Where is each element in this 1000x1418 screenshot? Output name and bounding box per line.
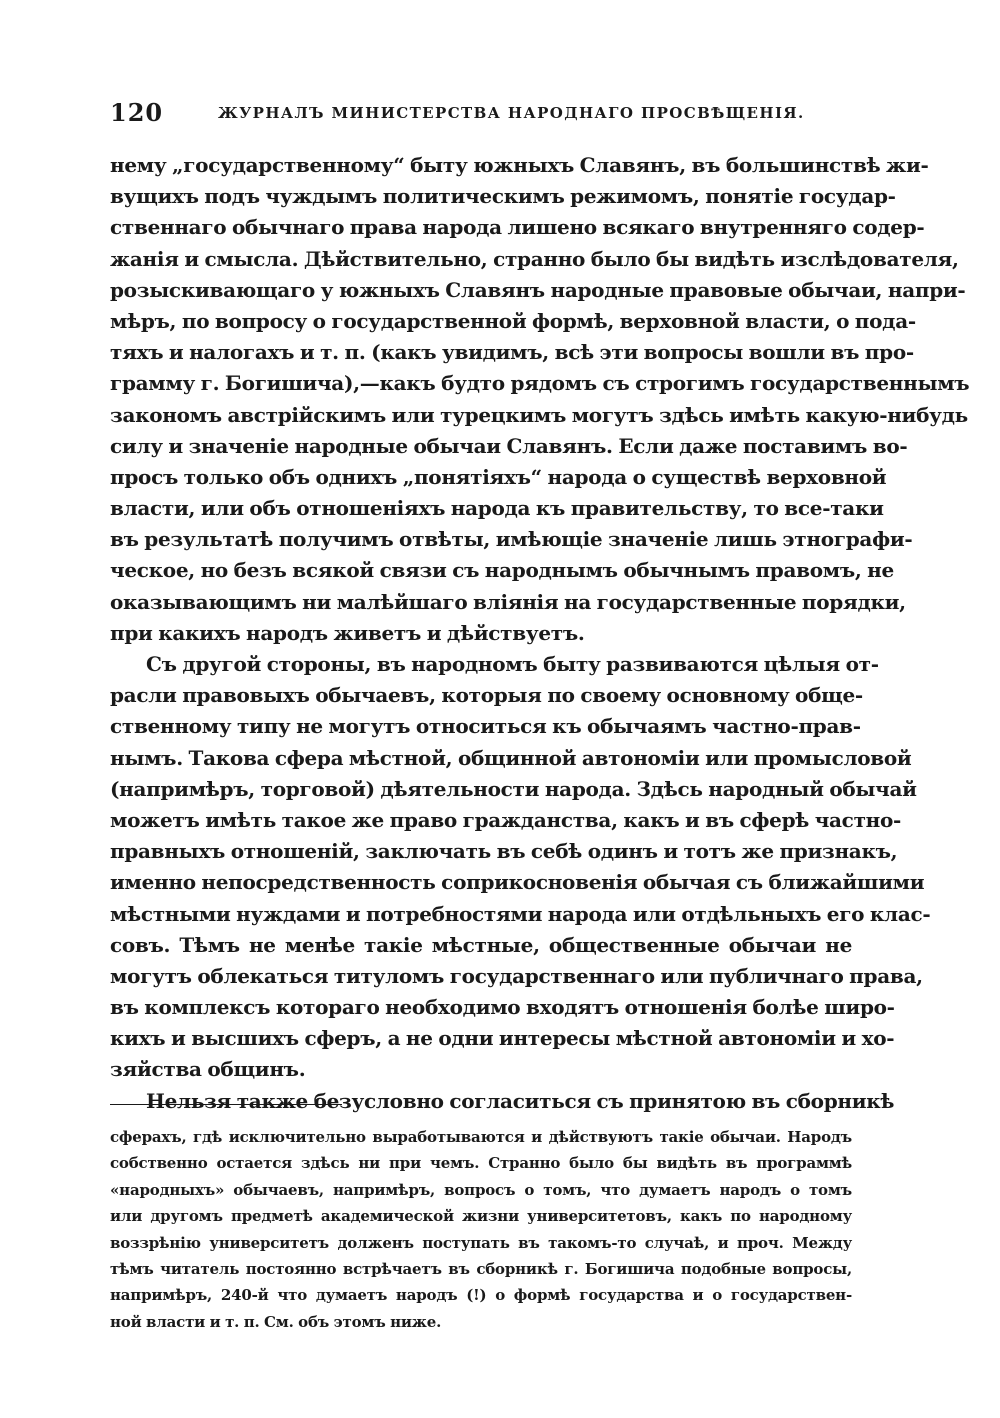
footnote-line: напримѣръ, 240-й что думаетъ народъ (!) о формѣ государства и о государствен- xyxy=(110,1286,852,1305)
footnote-line: воззрѣнію университетъ долженъ поступать въ такомъ-то случаѣ, и проч. Между xyxy=(110,1233,852,1252)
text-line: (напримѣръ, торговой) дѣятельности народа. Здѣсь народный обычай xyxy=(110,776,917,801)
page-number: 120 xyxy=(110,98,164,127)
text-line: тяхъ и налогахъ и т. п. (какъ увидимъ, всѣ эти вопросы вошли въ про- xyxy=(110,340,914,365)
footnote-line: тѣмъ читатель постоянно встрѣчаетъ въ сборникѣ г. Богишича подобные вопросы, xyxy=(110,1259,852,1278)
text-line: можетъ имѣть такое же право гражданства, какъ и въ сферѣ частно- xyxy=(110,807,902,832)
text-line: грамму г. Богишича),—какъ будто рядомъ съ строгимъ государственнымъ xyxy=(110,371,970,396)
text-line: правныхъ отношеній, заключать въ себѣ одинъ и тотъ же признакъ, xyxy=(110,839,898,864)
text-line: при какихъ народъ живетъ и дѣйствуетъ. xyxy=(110,620,585,645)
running-title: ЖУРНАЛЪ МИНИСТЕРСТВА НАРОДНАГО ПРОСВѢЩЕНІЯ. xyxy=(218,104,805,122)
text-line: въ комплексъ котораго необходимо входятъ отношенія болѣе широ- xyxy=(110,995,895,1020)
text-line: могутъ облекаться титуломъ государственнаго или публичнаго права, xyxy=(110,963,923,988)
text-line: расли правовыхъ обычаевъ, которыя по своему основному обще- xyxy=(110,683,863,708)
text-line: оказывающимъ ни малѣйшаго вліянія на государственные порядки, xyxy=(110,589,906,614)
text-line: закономъ австрійскимъ или турецкимъ могутъ здѣсь имѣть какую-нибудь xyxy=(110,402,968,427)
footnote xyxy=(110,1124,852,1335)
text-line: нему „государственному“ быту южныхъ Славянъ, въ большинствѣ жи- xyxy=(110,153,929,177)
text-line: власти, или объ отношеніяхъ народа къ правительству, то все-таки xyxy=(110,496,884,521)
text-line: жанія и смысла. Дѣйствительно, странно было бы видѣть изслѣдователя, xyxy=(110,246,959,271)
text-line: кихъ и высшихъ сферъ, а не одни интересы мѣстной автономіи и хо- xyxy=(110,1026,895,1051)
footnote-line: «народныхъ» обычаевъ, напримѣръ, вопросъ о томъ, что думаетъ народъ о томъ xyxy=(110,1180,852,1199)
text-line: зяйства общинъ. xyxy=(110,1057,306,1082)
main-text xyxy=(110,150,970,1117)
paragraph-start: Нельзя также безусловно согласиться съ принятою въ сборникѣ xyxy=(146,1088,895,1113)
text-line: розыскивающаго у южныхъ Славянъ народные правовые обычаи, напри- xyxy=(110,277,966,302)
text-line: ственнаго обычнаго права народа лишено всякаго внутренняго содер- xyxy=(110,215,925,240)
text-line: ческое, но безъ всякой связи съ народнымъ обычнымъ правомъ, не xyxy=(110,558,894,583)
text-line: силу и значеніе народные обычаи Славянъ. Если даже поставимъ во- xyxy=(110,433,908,458)
footnote-line: собственно остается здѣсь ни при чемъ. Странно было бы видѣть въ программѣ xyxy=(110,1154,852,1173)
text-line: ственному типу не могутъ относиться къ обычаямъ частно-прав- xyxy=(110,714,861,739)
text-line: мѣръ, по вопросу о государственной формѣ, верховной власти, о пода- xyxy=(110,308,916,333)
text-line: просъ только объ однихъ „понятіяхъ“ народа о существѣ верховной xyxy=(110,464,887,489)
paragraph-start: Съ другой стороны, въ народномъ быту развиваются цѣлыя от- xyxy=(146,652,879,676)
footnote-line: сферахъ, гдѣ исключительно выработываются и дѣйствуютъ такіе обычаи. Народъ xyxy=(110,1128,852,1146)
footnote-line: или другомъ предметѣ академической жизни университетовъ, какъ по народному xyxy=(110,1207,852,1226)
text-line: вущихъ подъ чуждымъ политическимъ режимомъ, понятіе государ- xyxy=(110,184,896,209)
page-header xyxy=(110,98,860,132)
text-line: въ результатѣ получимъ отвѣты, имѣющіе значеніе лишь этнографи- xyxy=(110,527,913,552)
text-line: именно непосредственность соприкосновенія обычая съ ближайшими xyxy=(110,870,925,895)
text-line: нымъ. Такова сфера мѣстной, общинной автономіи или промысловой xyxy=(110,745,912,770)
footnote-divider xyxy=(110,1104,342,1105)
text-line: совъ. Тѣмъ не менѣе такіе мѣстные, общественные обычаи не xyxy=(110,932,852,957)
text-line: мѣстными нуждами и потребностями народа или отдѣльныхъ его клас- xyxy=(110,901,931,926)
footnote-line: ной власти и т. п. См. объ этомъ ниже. xyxy=(110,1312,442,1331)
